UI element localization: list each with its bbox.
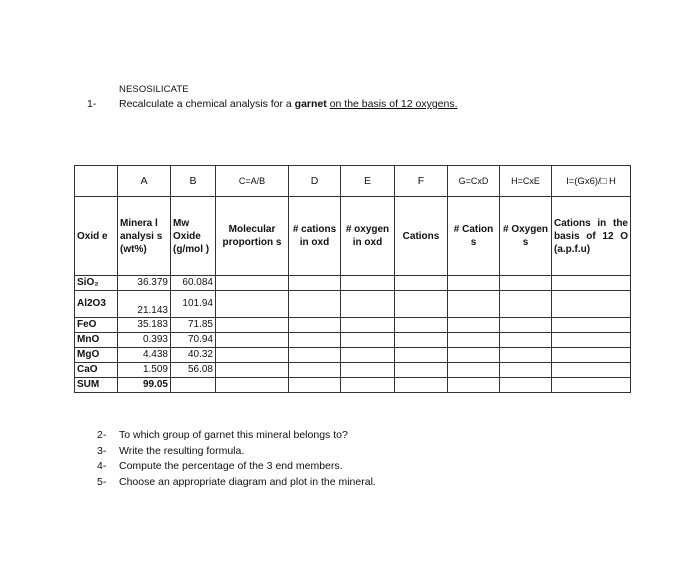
header-cell: Cations in the basis of 12 O (a.p.f.u)	[552, 197, 631, 276]
letter-cell: E	[341, 166, 395, 197]
question-1	[87, 98, 458, 110]
letter-cell: H=CxE	[500, 166, 552, 197]
question-number: 2-	[97, 429, 107, 441]
mw-cell: 71.85	[171, 318, 216, 333]
empty-cell[interactable]	[448, 276, 500, 291]
empty-cell[interactable]	[500, 291, 552, 318]
letter-cell: C=A/B	[216, 166, 289, 197]
analysis-cell: 36.379	[118, 276, 171, 291]
letter-cell: A	[118, 166, 171, 197]
header-cell: Cations	[395, 197, 448, 276]
empty-cell[interactable]	[500, 333, 552, 348]
empty-cell[interactable]	[552, 348, 631, 363]
list-item	[97, 428, 376, 444]
question-text: Compute the percentage of the 3 end members.	[119, 460, 343, 472]
empty-cell[interactable]	[289, 291, 341, 318]
oxide-cell: SUM	[75, 378, 118, 393]
empty-cell[interactable]	[448, 348, 500, 363]
question-text: To which group of garnet this mineral belongs to?	[119, 429, 348, 441]
letter-cell: D	[289, 166, 341, 197]
table-row	[75, 318, 631, 333]
question-text: Choose an appropriate diagram and plot in the mineral.	[119, 475, 376, 488]
empty-cell[interactable]	[395, 348, 448, 363]
header-cell: Molecular proportion s	[216, 197, 289, 276]
header-cell: Mw Oxide (g/mol )	[171, 197, 216, 276]
empty-cell[interactable]	[395, 291, 448, 318]
question-1-bold-word: garnet	[294, 98, 327, 110]
analysis-cell: 35.183	[118, 318, 171, 333]
table-row	[75, 348, 631, 363]
table-row	[75, 276, 631, 291]
empty-cell[interactable]	[500, 363, 552, 378]
oxide-cell: SiO₂	[75, 276, 118, 291]
empty-cell[interactable]	[289, 363, 341, 378]
empty-cell[interactable]	[448, 363, 500, 378]
empty-cell[interactable]	[395, 363, 448, 378]
question-1-number: 1-	[87, 98, 97, 110]
analysis-cell: 99.05	[118, 378, 171, 393]
header-cell: # Cation s	[448, 197, 500, 276]
question-number: 5-	[97, 475, 107, 488]
empty-cell[interactable]	[216, 363, 289, 378]
analysis-cell: 4.438	[118, 348, 171, 363]
empty-cell[interactable]	[552, 363, 631, 378]
empty-cell[interactable]	[289, 276, 341, 291]
list-item	[97, 444, 376, 460]
empty-cell[interactable]	[552, 333, 631, 348]
empty-cell[interactable]	[289, 333, 341, 348]
table-row	[75, 291, 631, 318]
empty-cell[interactable]	[448, 291, 500, 318]
empty-cell[interactable]	[395, 318, 448, 333]
oxide-cell: MnO	[75, 333, 118, 348]
empty-cell[interactable]	[395, 333, 448, 348]
empty-cell[interactable]	[448, 333, 500, 348]
empty-cell[interactable]	[395, 378, 448, 393]
empty-cell[interactable]	[341, 291, 395, 318]
empty-cell[interactable]	[500, 378, 552, 393]
empty-cell[interactable]	[341, 333, 395, 348]
question-list	[97, 428, 376, 490]
table-row	[75, 333, 631, 348]
header-cell: # cations in oxd	[289, 197, 341, 276]
oxide-cell: Al2O3	[75, 291, 118, 318]
question-1-text: Recalculate a chemical analysis for a	[119, 98, 295, 110]
mw-cell: 56.08	[171, 363, 216, 378]
empty-cell[interactable]	[216, 276, 289, 291]
empty-cell[interactable]	[552, 378, 631, 393]
page-heading: NESOSILICATE	[119, 84, 189, 95]
question-number: 3-	[97, 444, 107, 457]
empty-cell[interactable]	[341, 276, 395, 291]
mw-cell: 70.94	[171, 333, 216, 348]
table-row	[75, 378, 631, 393]
empty-cell[interactable]	[552, 318, 631, 333]
oxide-cell: FeO	[75, 318, 118, 333]
letter-cell: B	[171, 166, 216, 197]
analysis-cell: 0.393	[118, 333, 171, 348]
empty-cell[interactable]	[500, 348, 552, 363]
list-item	[97, 459, 376, 475]
list-item	[97, 475, 376, 491]
empty-cell[interactable]	[289, 378, 341, 393]
empty-cell[interactable]	[216, 291, 289, 318]
header-cell: Minera l analysi s (wt%)	[118, 197, 171, 276]
analysis-cell: 1.509	[118, 363, 171, 378]
mw-cell	[171, 378, 216, 393]
mw-cell: 60.084	[171, 276, 216, 291]
question-1-underlined: on the basis of 12 oxygens.	[329, 98, 458, 110]
empty-cell[interactable]	[216, 333, 289, 348]
empty-cell[interactable]	[341, 348, 395, 363]
empty-cell[interactable]	[341, 363, 395, 378]
empty-cell[interactable]	[289, 348, 341, 363]
empty-cell[interactable]	[216, 318, 289, 333]
empty-cell[interactable]	[216, 378, 289, 393]
mw-cell: 101.94	[171, 291, 216, 318]
empty-cell[interactable]	[552, 291, 631, 318]
empty-cell[interactable]	[500, 276, 552, 291]
table-row	[75, 363, 631, 378]
column-letter-row	[75, 166, 631, 197]
letter-cell: F	[395, 166, 448, 197]
header-cell: # oxygen in oxd	[341, 197, 395, 276]
empty-cell[interactable]	[552, 276, 631, 291]
oxide-cell: CaO	[75, 363, 118, 378]
analysis-cell: 21.143	[118, 291, 171, 318]
mw-cell: 40.32	[171, 348, 216, 363]
oxide-cell: MgO	[75, 348, 118, 363]
header-cell: # Oxygen s	[500, 197, 552, 276]
letter-cell: I=(Gx6)/□ H	[552, 166, 631, 197]
letter-cell	[75, 166, 118, 197]
empty-cell[interactable]	[341, 318, 395, 333]
empty-cell[interactable]	[395, 276, 448, 291]
header-row	[75, 197, 631, 276]
question-text: Write the resulting formula.	[119, 444, 245, 457]
header-cell: Oxid e	[75, 197, 118, 276]
empty-cell[interactable]	[500, 318, 552, 333]
letter-cell: G=CxD	[448, 166, 500, 197]
empty-cell[interactable]	[448, 378, 500, 393]
question-number: 4-	[97, 460, 107, 472]
empty-cell[interactable]	[216, 348, 289, 363]
empty-cell[interactable]	[341, 378, 395, 393]
garnet-calculation-table	[74, 165, 631, 393]
empty-cell[interactable]	[448, 318, 500, 333]
empty-cell[interactable]	[289, 318, 341, 333]
